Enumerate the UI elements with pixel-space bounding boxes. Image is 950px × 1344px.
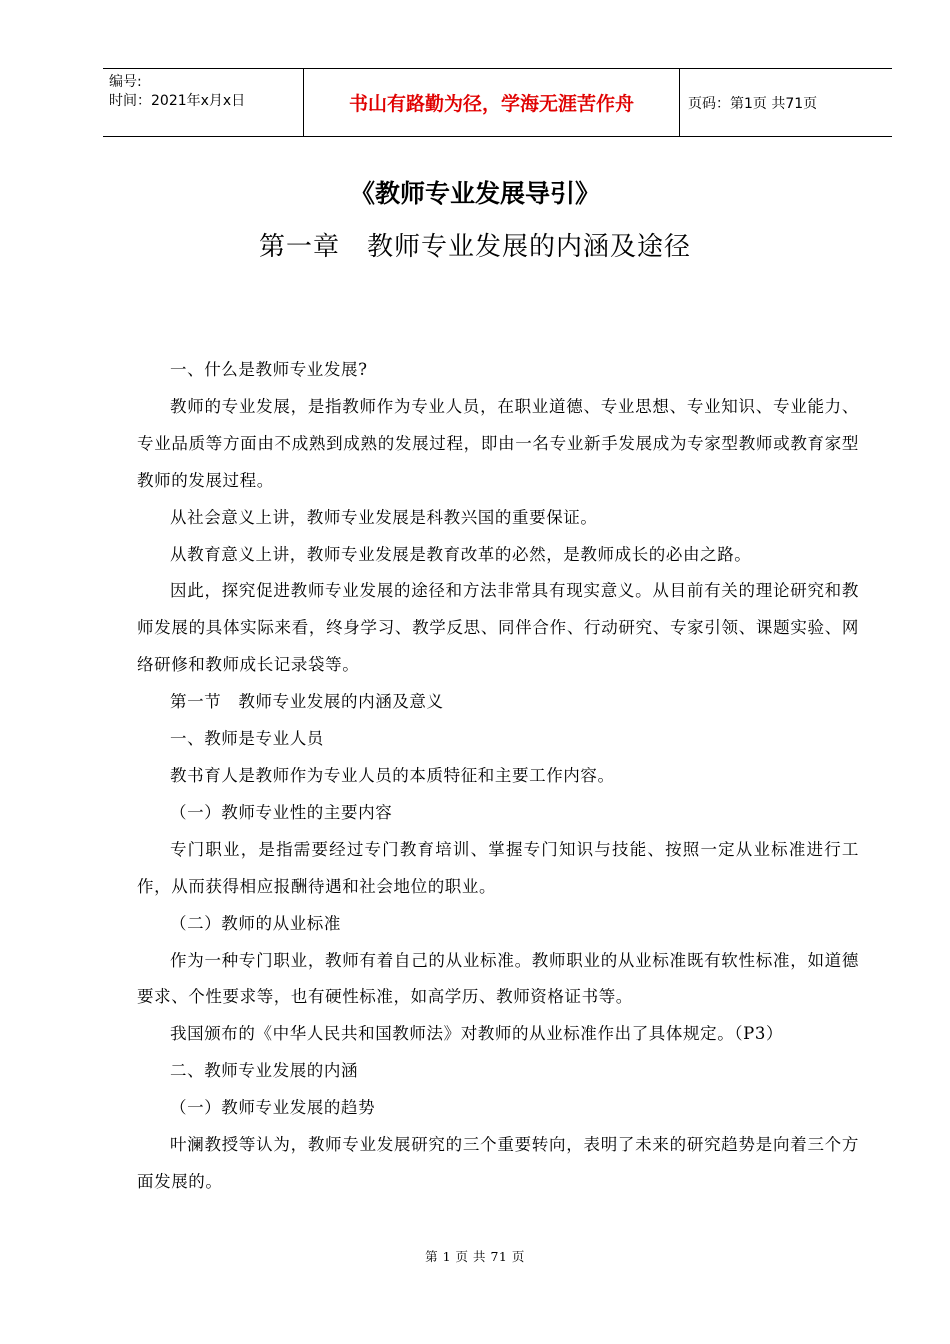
header-table (103, 68, 892, 137)
paragraph: 因此，探究促进教师专业发展的途径和方法非常具有现实意义。从目前有关的理论研究和教师发展的具体实际来看，终身学习、教学反思、同伴合作、行动研究、专家引领、课题实验、网络研修和教师成长记录袋等。 (137, 581, 859, 675)
paragraph: 专门职业，是指需要经过专门教育培训、掌握专门知识与技能、按照一定从业标准进行工作，从而获得相应报酬待遇和社会地位的职业。 (137, 839, 859, 896)
document-body (137, 352, 859, 1201)
section-heading: 第一节 教师专业发展的内涵及意义 (170, 692, 444, 712)
section-heading: 二、教师专业发展的内涵 (170, 1061, 359, 1081)
paragraph: 作为一种专门职业，教师有着自己的从业标准。教师职业的从业标准既有软性标准，如道德要求、个性要求等，也有硬性标准，如高学历、教师资格证书等。 (137, 950, 859, 1007)
section-heading: （二）教师的从业标准 (170, 913, 341, 933)
section-heading: 一、教师是专业人员 (170, 729, 324, 749)
section-heading: 一、什么是教师专业发展? (170, 360, 368, 379)
page-footer: 第 1 页 共 71 页 (425, 1249, 525, 1264)
document-title: 《教师专业发展导引》 (349, 179, 600, 208)
paragraph: 教师的专业发展，是指教师作为专业人员，在职业道德、专业思想、专业知识、专业能力、专业品质等方面由不成熟到成熟的发展过程，即由一名专业新手发展成为专家型教师或教育家型教师的发展过程。 (137, 396, 859, 490)
section-heading: （一）教师专业性的主要内容 (170, 802, 393, 822)
paragraph: 教书育人是教师作为专业人员的本质特征和主要工作内容。 (170, 765, 615, 785)
section-heading: （一）教师专业发展的趋势 (170, 1098, 376, 1118)
chapter-title: 第一章 教师专业发展的内涵及途径 (258, 232, 691, 262)
motto: 书山有路勤为径，学海无涯苦作舟 (348, 93, 634, 115)
paragraph: 从社会意义上讲，教师专业发展是科教兴国的重要保证。 (170, 507, 598, 527)
paragraph: 叶澜教授等认为，教师专业发展研究的三个重要转向，表明了未来的研究趋势是向着三个方面发展的。 (137, 1135, 859, 1191)
header-meta-cell (103, 69, 303, 136)
page-code: 页码：第1页 共71页 (688, 95, 818, 112)
paragraph: 我国颁布的《中华人民共和国教师法》对教师的从业标准作出了具体规定。（P3） (170, 1024, 784, 1044)
number-label: 编号: (109, 74, 142, 90)
paragraph: 从教育意义上讲，教师专业发展是教育改革的必然，是教师成长的必由之路。 (170, 544, 752, 564)
date-line: 时间：2021年x月x日 (109, 93, 246, 109)
